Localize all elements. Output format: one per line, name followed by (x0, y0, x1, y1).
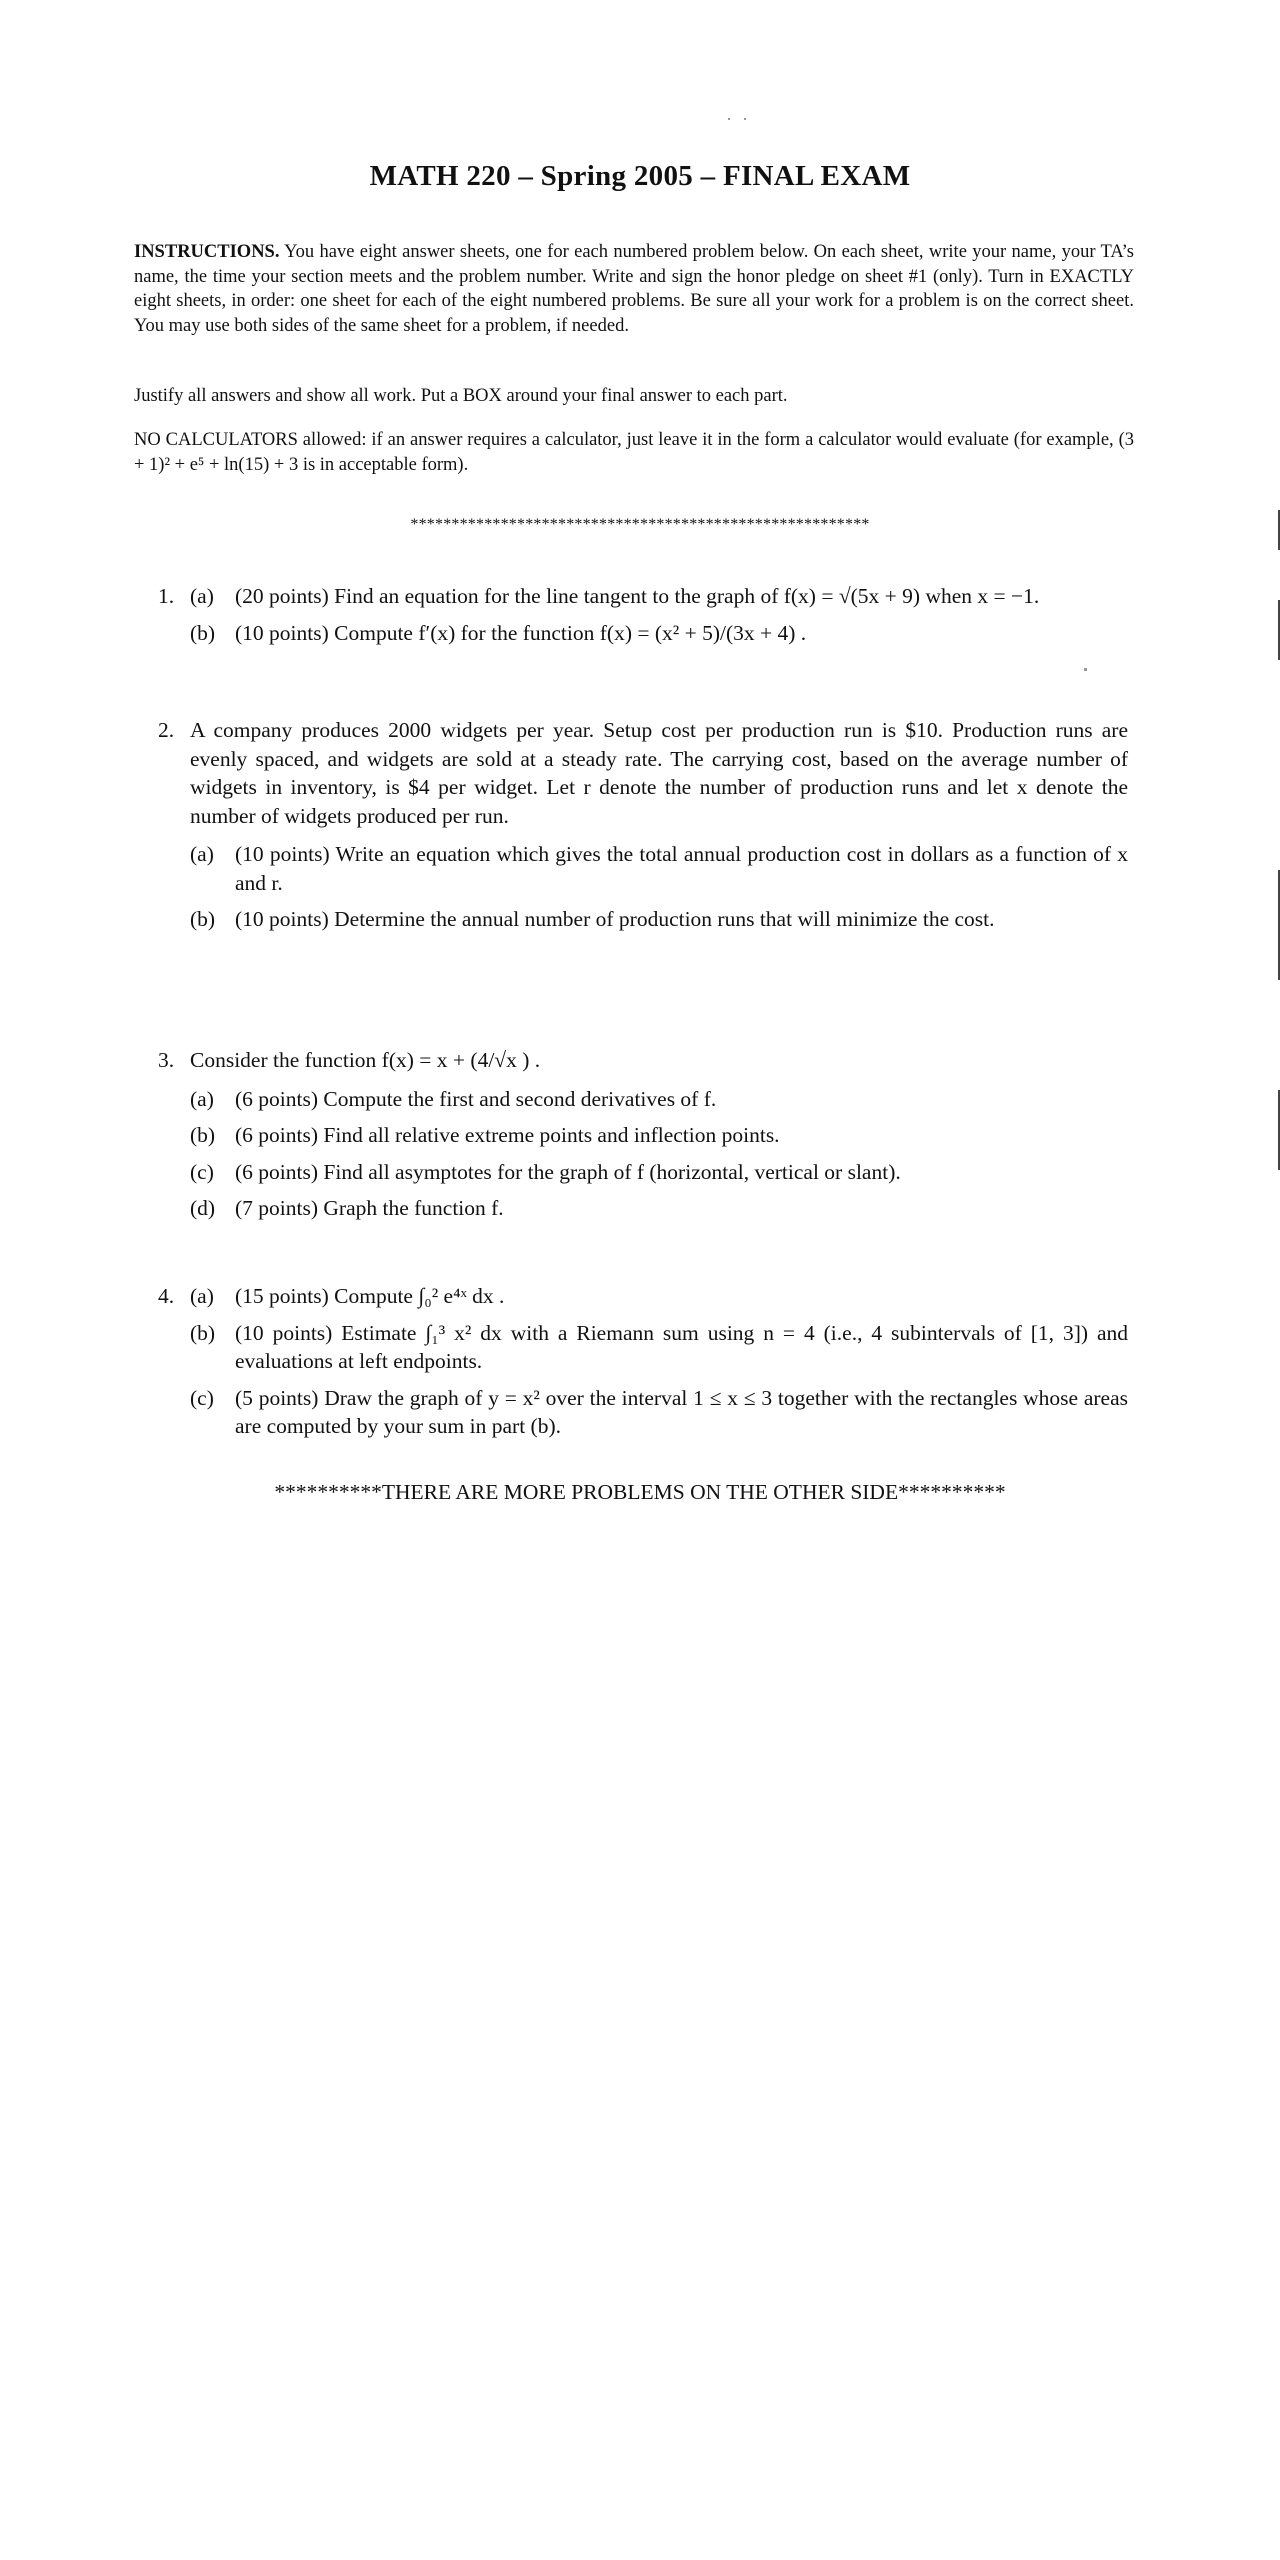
problem-1-part-a (190, 582, 1128, 611)
problem-3-part-c (190, 1158, 1128, 1187)
problem-4-part-c (190, 1384, 1128, 1441)
instructions-text: You have eight answer sheets, one for each numbered problem below. On each sheet, write your name, your TA’s name, the time your section meets and the problem number. Write and sign the honor pledge on sheet #1 (only). Turn in EXACTLY eight sheets, in order: one sheet for each of the eight numbered problems. Be sure all your work for a problem is on the correct sheet. You may use both sides of the same sheet for a problem, if needed. (134, 242, 1134, 336)
part-text: (10 points) Estimate ∫₁³ x² dx with a Riemann sum using n = 4 (i.e., 4 subintervals of [1, 3]) and evaluations at left endpoints. (235, 1320, 1128, 1373)
scan-speck (744, 118, 746, 120)
problem-3-part-a (190, 1085, 1128, 1114)
instructions-paragraph (134, 240, 1134, 338)
part-label: (b) (190, 620, 216, 645)
problem-2-part-b (190, 905, 1128, 934)
problem-1 (158, 582, 1128, 655)
problem-2-stem: A company produces 2000 widgets per year. Setup cost per production run is $10. Production runs are evenly spaced, and widgets are sold at a steady rate. The carrying cost, based on the average number of widgets in inventory, is $4 per widget. Let r denote the number of production runs and let x denote the number of widgets produced per run. (190, 718, 1128, 828)
part-label: (c) (190, 1385, 214, 1410)
part-text: (6 points) Compute the first and second derivatives of f. (235, 1086, 717, 1111)
part-label: (b) (190, 907, 216, 931)
more-problems-footer: **********THERE ARE MORE PROBLEMS ON THE OTHER SIDE********** (274, 1480, 1006, 1504)
problem-4 (158, 1282, 1128, 1449)
scan-speck (1084, 668, 1087, 671)
separator-stars: ******************************************************** (410, 516, 870, 533)
problem-number: 2. (158, 718, 175, 742)
no-calculators-instruction: NO CALCULATORS allowed: if an answer requires a calculator, just leave it in the form a calculator would evaluate (for example, (3 + 1)² + e⁵ + ln(15) + 3 is in acceptable form). (134, 430, 1134, 475)
problem-3-stem: Consider the function f(x) = x + (4/√x ) . (190, 1048, 541, 1072)
part-text: (10 points) Determine the annual number of production runs that will minimize the cost. (235, 907, 995, 931)
part-label: (b) (190, 1320, 216, 1345)
part-label: (d) (190, 1196, 216, 1220)
part-text: (10 points) Write an equation which gives the total annual production cost in dollars as a function of x and r. (235, 842, 1128, 895)
part-text: (5 points) Draw the graph of y = x² over the interval 1 ≤ x ≤ 3 together with the rectangles whose areas are computed by your sum in part (b). (235, 1385, 1128, 1438)
part-text: (6 points) Find all relative extreme points and inflection points. (235, 1123, 780, 1147)
problem-number: 4. (158, 1284, 175, 1308)
part-label: (c) (190, 1159, 214, 1184)
part-label: (a) (190, 584, 214, 608)
part-text: (10 points) Compute f′(x) for the function f(x) = (x² + 5)/(3x + 4) . (235, 620, 807, 645)
justify-instruction: Justify all answers and show all work. Put a BOX around your final answer to each part. (134, 386, 788, 406)
part-label: (a) (190, 1086, 214, 1111)
problem-2 (158, 716, 1128, 942)
problem-number: 1. (158, 584, 175, 608)
problem-4-part-b (190, 1319, 1128, 1376)
exam-title: MATH 220 – Spring 2005 – FINAL EXAM (369, 160, 911, 192)
problem-3-part-d (190, 1194, 1128, 1223)
part-text: (6 points) Find all asymptotes for the graph of f (horizontal, vertical or slant). (235, 1159, 901, 1184)
part-label: (a) (190, 1284, 214, 1308)
part-text: (20 points) Find an equation for the line tangent to the graph of f(x) = √(5x + 9) when x = −1. (235, 584, 1040, 608)
problem-4-part-a (190, 1282, 1128, 1311)
problem-2-part-a (190, 840, 1128, 897)
problem-3 (158, 1046, 1128, 1231)
scan-speck (728, 118, 730, 120)
problem-3-part-b (190, 1121, 1128, 1150)
part-text: (15 points) Compute ∫₀² e⁴ˣ dx . (235, 1284, 505, 1308)
problem-1-part-b (190, 619, 1128, 648)
part-label: (b) (190, 1123, 216, 1147)
part-label: (a) (190, 842, 214, 866)
instructions-label: INSTRUCTIONS. (134, 242, 280, 262)
part-text: (7 points) Graph the function f. (235, 1196, 504, 1220)
problem-number: 3. (158, 1048, 175, 1072)
